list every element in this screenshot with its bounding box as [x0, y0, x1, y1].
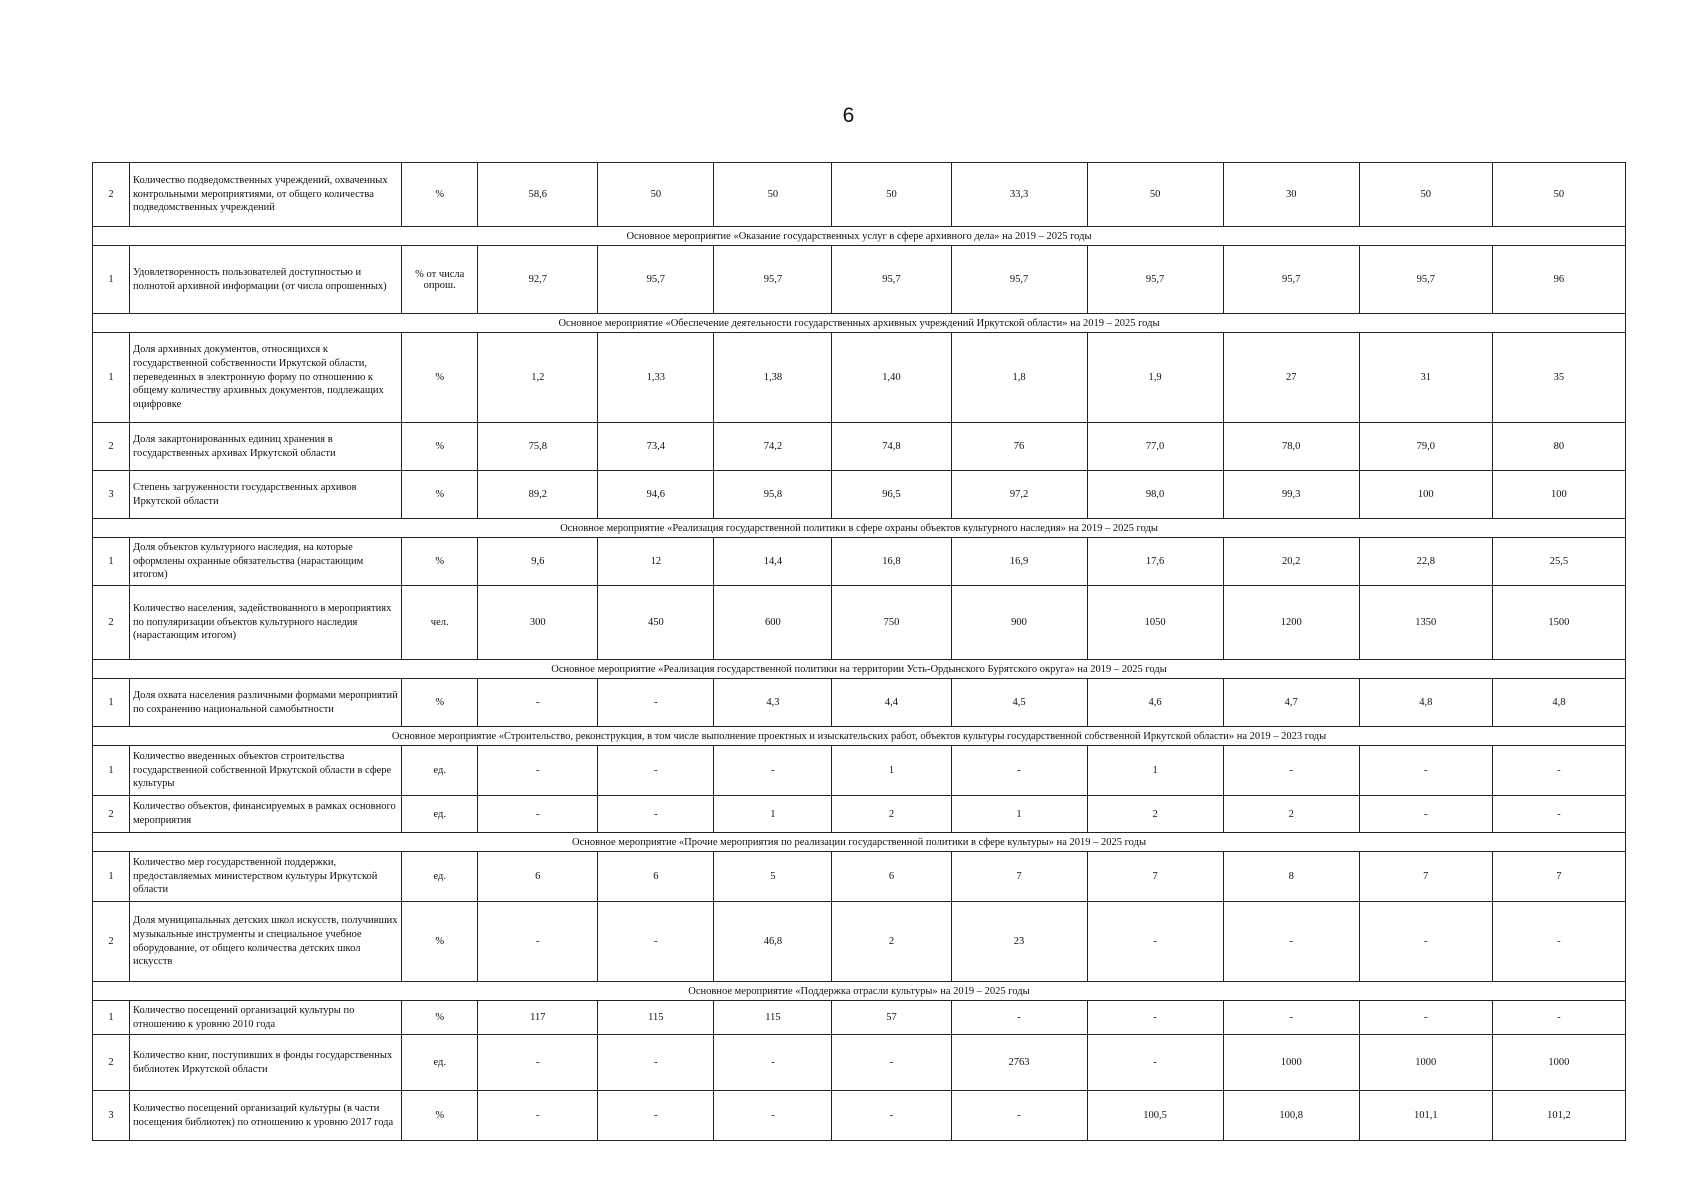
indicator-name: Доля архивных документов, относящихся к государственной собственности Иркутской области, переведенных в электронную форму по отношению к общему количеству архивных документов, подлежащих оцифровке — [130, 333, 402, 423]
value-cell: 89,2 — [478, 471, 598, 519]
value-cell: 100 — [1359, 471, 1492, 519]
value-cell: 95,8 — [714, 471, 832, 519]
value-cell: - — [951, 1001, 1087, 1035]
value-cell: 74,8 — [832, 423, 951, 471]
value-cell: 115 — [598, 1001, 714, 1035]
unit-cell: ед. — [402, 796, 478, 833]
value-cell: 101,2 — [1492, 1091, 1625, 1141]
section-title: Основное мероприятие «Строительство, реконструкция, в том числе выполнение проектных и изыскательских работ, объектов культуры государственной собственной Иркутской области» на 2019 – 2023 годы — [93, 727, 1626, 746]
indicator-name: Удовлетворенность пользователей доступностью и полнотой архивной информации (от числа опрошенных) — [130, 246, 402, 314]
value-cell: 50 — [1359, 163, 1492, 227]
value-cell: 27 — [1223, 333, 1359, 423]
value-cell: 50 — [832, 163, 951, 227]
value-cell: 4,8 — [1359, 679, 1492, 727]
table-row — [93, 423, 1626, 471]
section-header-row — [93, 314, 1626, 333]
section-title: Основное мероприятие «Оказание государственных услуг в сфере архивного дела» на 2019 – 2025 годы — [93, 227, 1626, 246]
value-cell: - — [598, 746, 714, 796]
table-row — [93, 1001, 1626, 1035]
table-row — [93, 852, 1626, 902]
value-cell: 900 — [951, 586, 1087, 660]
value-cell: 58,6 — [478, 163, 598, 227]
value-cell: 1000 — [1359, 1035, 1492, 1091]
value-cell: 1000 — [1492, 1035, 1625, 1091]
value-cell: 1,40 — [832, 333, 951, 423]
value-cell: - — [714, 1035, 832, 1091]
value-cell: - — [1087, 1001, 1223, 1035]
value-cell: 1500 — [1492, 586, 1625, 660]
value-cell: 6 — [598, 852, 714, 902]
row-number: 2 — [93, 163, 130, 227]
row-number: 2 — [93, 1035, 130, 1091]
row-number: 1 — [93, 679, 130, 727]
value-cell: 73,4 — [598, 423, 714, 471]
table-row — [93, 746, 1626, 796]
value-cell: 94,6 — [598, 471, 714, 519]
unit-cell: % — [402, 333, 478, 423]
table-row — [93, 679, 1626, 727]
value-cell: 95,7 — [832, 246, 951, 314]
section-title: Основное мероприятие «Обеспечение деятельности государственных архивных учреждений Иркутской области» на 2019 – 2025 годы — [93, 314, 1626, 333]
value-cell: 2 — [832, 902, 951, 982]
indicator-name: Количество книг, поступивших в фонды государственных библиотек Иркутской области — [130, 1035, 402, 1091]
value-cell: 17,6 — [1087, 538, 1223, 586]
row-number: 1 — [93, 246, 130, 314]
value-cell: 7 — [1492, 852, 1625, 902]
value-cell: 95,7 — [598, 246, 714, 314]
row-number: 2 — [93, 796, 130, 833]
value-cell: 50 — [714, 163, 832, 227]
value-cell: - — [832, 1091, 951, 1141]
value-cell: 7 — [951, 852, 1087, 902]
indicator-name: Количество объектов, финансируемых в рамках основного мероприятия — [130, 796, 402, 833]
value-cell: 6 — [478, 852, 598, 902]
row-number: 3 — [93, 471, 130, 519]
indicator-name: Количество мер государственной поддержки, предоставляемых министерством культуры Иркутской области — [130, 852, 402, 902]
value-cell: 50 — [1087, 163, 1223, 227]
section-header-row — [93, 660, 1626, 679]
value-cell: 2 — [1087, 796, 1223, 833]
value-cell: 92,7 — [478, 246, 598, 314]
value-cell: 95,7 — [951, 246, 1087, 314]
value-cell: - — [1492, 1001, 1625, 1035]
value-cell: 1,38 — [714, 333, 832, 423]
section-title: Основное мероприятие «Поддержка отрасли культуры» на 2019 – 2025 годы — [93, 982, 1626, 1001]
value-cell: 300 — [478, 586, 598, 660]
table-row — [93, 1035, 1626, 1091]
value-cell: 76 — [951, 423, 1087, 471]
value-cell: 4,3 — [714, 679, 832, 727]
section-title: Основное мероприятие «Прочие мероприятия по реализации государственной политики в сфере культуры» на 2019 – 2025 годы — [93, 833, 1626, 852]
value-cell: - — [1359, 746, 1492, 796]
value-cell: - — [714, 746, 832, 796]
indicator-name: Доля охвата населения различными формами мероприятий по сохранению национальной самобытности — [130, 679, 402, 727]
value-cell: 100,8 — [1223, 1091, 1359, 1141]
value-cell: 80 — [1492, 423, 1625, 471]
value-cell: 14,4 — [714, 538, 832, 586]
value-cell: 5 — [714, 852, 832, 902]
value-cell: 79,0 — [1359, 423, 1492, 471]
value-cell: - — [1359, 902, 1492, 982]
value-cell: 22,8 — [1359, 538, 1492, 586]
value-cell: - — [1359, 796, 1492, 833]
value-cell: - — [598, 902, 714, 982]
value-cell: - — [478, 796, 598, 833]
value-cell: 1200 — [1223, 586, 1359, 660]
value-cell: 96 — [1492, 246, 1625, 314]
table-row — [93, 586, 1626, 660]
unit-cell: % — [402, 1001, 478, 1035]
value-cell: 100 — [1492, 471, 1625, 519]
value-cell: 4,5 — [951, 679, 1087, 727]
value-cell: 4,8 — [1492, 679, 1625, 727]
value-cell: 1 — [951, 796, 1087, 833]
section-header-row — [93, 519, 1626, 538]
value-cell: - — [478, 1091, 598, 1141]
value-cell: 1 — [1087, 746, 1223, 796]
indicator-name: Количество посещений организаций культуры (в части посещения библиотек) по отношению к уровню 2017 года — [130, 1091, 402, 1141]
value-cell: 95,7 — [1087, 246, 1223, 314]
section-header-row — [93, 833, 1626, 852]
value-cell: 31 — [1359, 333, 1492, 423]
value-cell: 1,9 — [1087, 333, 1223, 423]
value-cell: 50 — [1492, 163, 1625, 227]
row-number: 2 — [93, 586, 130, 660]
row-number: 2 — [93, 902, 130, 982]
value-cell: 1 — [714, 796, 832, 833]
value-cell: 600 — [714, 586, 832, 660]
table-row — [93, 902, 1626, 982]
value-cell: - — [951, 746, 1087, 796]
row-number: 1 — [93, 538, 130, 586]
unit-cell: ед. — [402, 1035, 478, 1091]
value-cell: - — [478, 902, 598, 982]
indicator-name: Количество подведомственных учреждений, охваченных контрольными мероприятиями, от общего количества подведомственных учреждений — [130, 163, 402, 227]
value-cell: 25,5 — [1492, 538, 1625, 586]
value-cell: 95,7 — [1223, 246, 1359, 314]
section-header-row — [93, 727, 1626, 746]
indicator-name: Количество введенных объектов строительства государственной собственной Иркутской области в сфере культуры — [130, 746, 402, 796]
table-row — [93, 796, 1626, 833]
value-cell: 33,3 — [951, 163, 1087, 227]
value-cell: - — [598, 1035, 714, 1091]
value-cell: 96,5 — [832, 471, 951, 519]
unit-cell: % — [402, 471, 478, 519]
value-cell: - — [832, 1035, 951, 1091]
value-cell: - — [478, 1035, 598, 1091]
value-cell: - — [951, 1091, 1087, 1141]
value-cell: - — [714, 1091, 832, 1141]
unit-cell: % — [402, 163, 478, 227]
value-cell: 2763 — [951, 1035, 1087, 1091]
unit-cell: чел. — [402, 586, 478, 660]
unit-cell: % — [402, 679, 478, 727]
section-title: Основное мероприятие «Реализация государственной политики на территории Усть-Ордынского Бурятского округа» на 2019 – 2025 годы — [93, 660, 1626, 679]
indicators-table — [92, 162, 1626, 1141]
value-cell: 2 — [1223, 796, 1359, 833]
value-cell: 95,7 — [1359, 246, 1492, 314]
value-cell: 101,1 — [1359, 1091, 1492, 1141]
value-cell: 98,0 — [1087, 471, 1223, 519]
value-cell: 23 — [951, 902, 1087, 982]
unit-cell: % от числа опрош. — [402, 246, 478, 314]
value-cell: 6 — [832, 852, 951, 902]
indicator-name: Доля закартонированных единиц хранения в государственных архивах Иркутской области — [130, 423, 402, 471]
unit-cell: % — [402, 902, 478, 982]
value-cell: - — [598, 796, 714, 833]
page-number: 6 — [842, 104, 855, 127]
row-number: 2 — [93, 423, 130, 471]
section-header-row — [93, 227, 1626, 246]
table-row — [93, 1091, 1626, 1141]
section-header-row — [93, 982, 1626, 1001]
table-row — [93, 538, 1626, 586]
value-cell: 450 — [598, 586, 714, 660]
value-cell: 1350 — [1359, 586, 1492, 660]
value-cell: 750 — [832, 586, 951, 660]
value-cell: 12 — [598, 538, 714, 586]
value-cell: 97,2 — [951, 471, 1087, 519]
unit-cell: % — [402, 538, 478, 586]
value-cell: 2 — [832, 796, 951, 833]
value-cell: 1050 — [1087, 586, 1223, 660]
value-cell: 20,2 — [1223, 538, 1359, 586]
value-cell: 1,8 — [951, 333, 1087, 423]
value-cell: 117 — [478, 1001, 598, 1035]
value-cell: 1,33 — [598, 333, 714, 423]
value-cell: 50 — [598, 163, 714, 227]
value-cell: 9,6 — [478, 538, 598, 586]
value-cell: 7 — [1359, 852, 1492, 902]
row-number: 1 — [93, 746, 130, 796]
value-cell: - — [598, 679, 714, 727]
value-cell: - — [478, 746, 598, 796]
value-cell: 99,3 — [1223, 471, 1359, 519]
value-cell: 16,9 — [951, 538, 1087, 586]
indicator-name: Доля объектов культурного наследия, на которые оформлены охранные обязательства (нарастающим итогом) — [130, 538, 402, 586]
value-cell: 57 — [832, 1001, 951, 1035]
value-cell: 4,7 — [1223, 679, 1359, 727]
value-cell: - — [1087, 1035, 1223, 1091]
value-cell: 75,8 — [478, 423, 598, 471]
value-cell: - — [1492, 902, 1625, 982]
value-cell: 100,5 — [1087, 1091, 1223, 1141]
table-row — [93, 163, 1626, 227]
table-row — [93, 333, 1626, 423]
value-cell: - — [1492, 796, 1625, 833]
value-cell: 115 — [714, 1001, 832, 1035]
row-number: 1 — [93, 333, 130, 423]
value-cell: - — [1087, 902, 1223, 982]
value-cell: - — [1223, 902, 1359, 982]
value-cell: 46,8 — [714, 902, 832, 982]
row-number: 3 — [93, 1091, 130, 1141]
unit-cell: ед. — [402, 852, 478, 902]
value-cell: 1 — [832, 746, 951, 796]
indicator-name: Количество населения, задействованного в мероприятиях по популяризации объектов культурного наследия (нарастающим итогом) — [130, 586, 402, 660]
value-cell: 7 — [1087, 852, 1223, 902]
value-cell: 1000 — [1223, 1035, 1359, 1091]
row-number: 1 — [93, 852, 130, 902]
value-cell: 77,0 — [1087, 423, 1223, 471]
indicator-name: Степень загруженности государственных архивов Иркутской области — [130, 471, 402, 519]
value-cell: - — [1223, 746, 1359, 796]
value-cell: 4,6 — [1087, 679, 1223, 727]
value-cell: 1,2 — [478, 333, 598, 423]
table-body — [93, 163, 1626, 1141]
unit-cell: % — [402, 1091, 478, 1141]
row-number: 1 — [93, 1001, 130, 1035]
indicator-name: Доля муниципальных детских школ искусств, получивших музыкальные инструменты и специальное учебное оборудование, от общего количества детских школ искусств — [130, 902, 402, 982]
value-cell: - — [1492, 746, 1625, 796]
table-row — [93, 471, 1626, 519]
value-cell: 95,7 — [714, 246, 832, 314]
value-cell: - — [1223, 1001, 1359, 1035]
value-cell: 78,0 — [1223, 423, 1359, 471]
table-row — [93, 246, 1626, 314]
value-cell: 74,2 — [714, 423, 832, 471]
value-cell: 30 — [1223, 163, 1359, 227]
section-title: Основное мероприятие «Реализация государственной политики в сфере охраны объектов культурного наследия» на 2019 – 2025 годы — [93, 519, 1626, 538]
value-cell: 16,8 — [832, 538, 951, 586]
value-cell: - — [1359, 1001, 1492, 1035]
unit-cell: ед. — [402, 746, 478, 796]
value-cell: - — [478, 679, 598, 727]
value-cell: - — [598, 1091, 714, 1141]
value-cell: 4,4 — [832, 679, 951, 727]
indicator-name: Количество посещений организаций культуры по отношению к уровню 2010 года — [130, 1001, 402, 1035]
value-cell: 35 — [1492, 333, 1625, 423]
value-cell: 8 — [1223, 852, 1359, 902]
unit-cell: % — [402, 423, 478, 471]
